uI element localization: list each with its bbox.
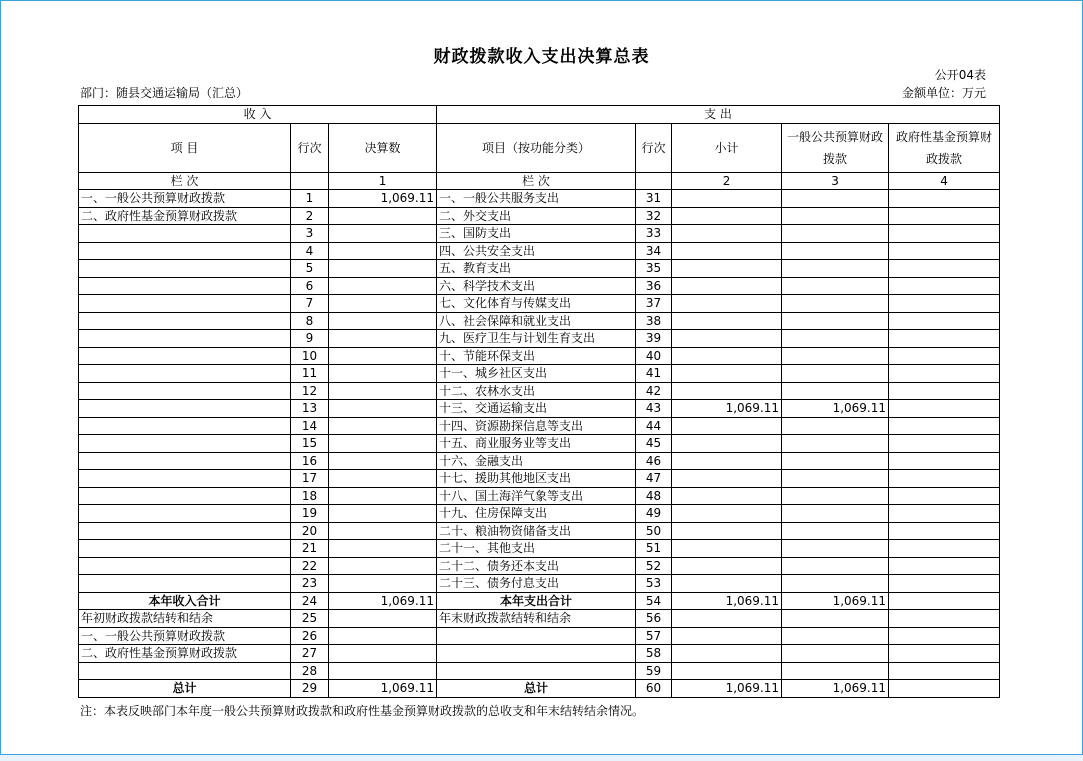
income-line-cell: 22 xyxy=(291,557,329,575)
expense-line-cell: 43 xyxy=(636,400,672,418)
income-line-cell: 18 xyxy=(291,487,329,505)
subtotal-cell xyxy=(672,487,782,505)
subtotal-cell xyxy=(672,645,782,663)
income-line-cell: 9 xyxy=(291,330,329,348)
expense-line-no-header: 行次 xyxy=(636,123,672,172)
income-line-cell: 23 xyxy=(291,575,329,593)
col-index-4: 4 xyxy=(889,172,1000,190)
general-budget-cell xyxy=(782,662,889,680)
column-index-row xyxy=(79,172,1000,190)
expense-line-cell: 56 xyxy=(636,610,672,628)
general-budget-cell xyxy=(782,277,889,295)
income-item-cell: 二、政府性基金预算财政拨款 xyxy=(79,207,291,225)
gov-fund-cell xyxy=(889,260,1000,278)
income-item-cell xyxy=(79,277,291,295)
subtotal-cell xyxy=(672,627,782,645)
table-row xyxy=(79,330,1000,348)
table-row xyxy=(79,435,1000,453)
expense-line-cell: 53 xyxy=(636,575,672,593)
income-amount-cell xyxy=(329,487,437,505)
expense-item-cell: 十、节能环保支出 xyxy=(437,347,636,365)
income-line-cell: 14 xyxy=(291,417,329,435)
income-item-cell xyxy=(79,260,291,278)
income-amount-cell: 1,069.11 xyxy=(329,592,437,610)
income-line-cell: 17 xyxy=(291,470,329,488)
income-item-cell xyxy=(79,452,291,470)
expense-item-cell: 十四、资源勘探信息等支出 xyxy=(437,417,636,435)
income-line-cell: 10 xyxy=(291,347,329,365)
col-index-3: 3 xyxy=(782,172,889,190)
table-row xyxy=(79,190,1000,208)
gov-fund-cell xyxy=(889,435,1000,453)
subtotal-cell xyxy=(672,522,782,540)
subtotal-cell: 1,069.11 xyxy=(672,592,782,610)
expense-item-cell: 十一、城乡社区支出 xyxy=(437,365,636,383)
gov-fund-cell xyxy=(889,277,1000,295)
subtotal-cell xyxy=(672,417,782,435)
gov-fund-cell xyxy=(889,417,1000,435)
income-item-cell xyxy=(79,557,291,575)
subtotal-cell xyxy=(672,610,782,628)
income-amount-cell xyxy=(329,277,437,295)
income-item-cell xyxy=(79,225,291,243)
subtotal-cell xyxy=(672,225,782,243)
income-item-cell xyxy=(79,400,291,418)
expense-line-cell: 39 xyxy=(636,330,672,348)
income-line-cell: 16 xyxy=(291,452,329,470)
gov-fund-cell xyxy=(889,312,1000,330)
income-line-cell: 8 xyxy=(291,312,329,330)
col-index-2: 2 xyxy=(672,172,782,190)
general-budget-cell xyxy=(782,260,889,278)
income-amount-cell xyxy=(329,627,437,645)
general-budget-cell xyxy=(782,627,889,645)
table-row xyxy=(79,312,1000,330)
table-row xyxy=(79,487,1000,505)
income-amount-cell xyxy=(329,242,437,260)
expense-item-cell: 二十三、债务付息支出 xyxy=(437,575,636,593)
income-amount-cell xyxy=(329,365,437,383)
income-item-cell: 年初财政拨款结转和结余 xyxy=(79,610,291,628)
general-budget-cell xyxy=(782,417,889,435)
general-budget-cell xyxy=(782,575,889,593)
gov-fund-cell xyxy=(889,330,1000,348)
expense-line-cell: 46 xyxy=(636,452,672,470)
expense-line-cell: 51 xyxy=(636,540,672,558)
subtotal-cell: 1,069.11 xyxy=(672,680,782,698)
expense-line-cell: 38 xyxy=(636,312,672,330)
income-amount-cell xyxy=(329,330,437,348)
general-budget-cell xyxy=(782,470,889,488)
subtotal-cell xyxy=(672,330,782,348)
gov-fund-cell xyxy=(889,610,1000,628)
income-item-cell: 二、政府性基金预算财政拨款 xyxy=(79,645,291,663)
expense-line-cell: 36 xyxy=(636,277,672,295)
income-line-cell: 6 xyxy=(291,277,329,295)
table-row xyxy=(79,452,1000,470)
income-line-cell: 5 xyxy=(291,260,329,278)
general-budget-cell xyxy=(782,207,889,225)
general-budget-cell xyxy=(782,610,889,628)
income-item-cell xyxy=(79,382,291,400)
gov-fund-cell xyxy=(889,557,1000,575)
table-row xyxy=(79,417,1000,435)
income-line-cell: 20 xyxy=(291,522,329,540)
subtotal-cell xyxy=(672,365,782,383)
subtotal-cell xyxy=(672,312,782,330)
expense-line-cell: 34 xyxy=(636,242,672,260)
col-index-empty xyxy=(636,172,672,190)
income-item-cell xyxy=(79,470,291,488)
expense-line-cell: 33 xyxy=(636,225,672,243)
expense-item-cell: 十六、金融支出 xyxy=(437,452,636,470)
general-budget-cell xyxy=(782,365,889,383)
general-budget-cell xyxy=(782,487,889,505)
table-row xyxy=(79,680,1000,698)
expense-item-cell: 十八、国土海洋气象等支出 xyxy=(437,487,636,505)
income-line-cell: 7 xyxy=(291,295,329,313)
income-amount-cell xyxy=(329,645,437,663)
income-item-cell: 一、一般公共预算财政拨款 xyxy=(79,627,291,645)
expense-item-cell: 三、国防支出 xyxy=(437,225,636,243)
income-line-cell: 15 xyxy=(291,435,329,453)
table-row xyxy=(79,242,1000,260)
table-row xyxy=(79,592,1000,610)
subtotal-cell xyxy=(672,662,782,680)
income-line-cell: 19 xyxy=(291,505,329,523)
final-amount-header: 决算数 xyxy=(329,123,437,172)
table-row xyxy=(79,610,1000,628)
gov-fund-cell xyxy=(889,225,1000,243)
subtotal-cell xyxy=(672,575,782,593)
income-amount-cell xyxy=(329,470,437,488)
subtotal-cell xyxy=(672,260,782,278)
income-amount-cell xyxy=(329,382,437,400)
expense-line-cell: 40 xyxy=(636,347,672,365)
general-budget-cell xyxy=(782,225,889,243)
footnote: 注：本表反映部门本年度一般公共预算财政拨款和政府性基金预算财政拨款的总收支和年末结转结余情况。 xyxy=(80,704,645,718)
table-row xyxy=(79,277,1000,295)
expense-line-cell: 48 xyxy=(636,487,672,505)
expense-item-cell: 本年支出合计 xyxy=(437,592,636,610)
income-item-cell xyxy=(79,435,291,453)
table-row xyxy=(79,365,1000,383)
income-line-cell: 29 xyxy=(291,680,329,698)
gov-fund-cell xyxy=(889,295,1000,313)
subtotal-cell xyxy=(672,242,782,260)
gov-fund-cell xyxy=(889,627,1000,645)
page-title: 财政拨款收入支出决算总表 xyxy=(433,47,650,67)
income-item-cell xyxy=(79,242,291,260)
income-amount-cell xyxy=(329,452,437,470)
income-item-cell: 总计 xyxy=(79,680,291,698)
table-row xyxy=(79,470,1000,488)
item-header: 项 目 xyxy=(79,123,291,172)
income-amount-cell xyxy=(329,417,437,435)
income-item-cell xyxy=(79,417,291,435)
table-row xyxy=(79,382,1000,400)
income-line-cell: 25 xyxy=(291,610,329,628)
table-row xyxy=(79,400,1000,418)
expense-line-cell: 42 xyxy=(636,382,672,400)
expense-line-cell: 50 xyxy=(636,522,672,540)
income-amount-cell xyxy=(329,295,437,313)
general-budget-cell: 1,069.11 xyxy=(782,592,889,610)
income-line-cell: 4 xyxy=(291,242,329,260)
general-budget-cell xyxy=(782,312,889,330)
table-row xyxy=(79,347,1000,365)
gov-fund-cell xyxy=(889,242,1000,260)
expense-item-cell: 二十二、债务还本支出 xyxy=(437,557,636,575)
expense-line-cell: 47 xyxy=(636,470,672,488)
income-line-cell: 1 xyxy=(291,190,329,208)
form-code: 公开04表 xyxy=(934,68,986,82)
header-row-2 xyxy=(79,123,1000,172)
expense-item-cell: 二十一、其他支出 xyxy=(437,540,636,558)
income-amount-cell xyxy=(329,260,437,278)
gov-fund-cell xyxy=(889,522,1000,540)
gov-fund-cell xyxy=(889,662,1000,680)
income-amount-cell xyxy=(329,522,437,540)
table-row xyxy=(79,295,1000,313)
subtotal-cell xyxy=(672,557,782,575)
general-budget-cell xyxy=(782,242,889,260)
subtotal-cell xyxy=(672,295,782,313)
gov-fund-cell xyxy=(889,400,1000,418)
gov-fund-cell xyxy=(889,487,1000,505)
general-budget-cell xyxy=(782,295,889,313)
income-item-cell xyxy=(79,365,291,383)
expense-item-cell: 十七、援助其他地区支出 xyxy=(437,470,636,488)
table-row xyxy=(79,645,1000,663)
general-budget-cell xyxy=(782,505,889,523)
income-amount-cell xyxy=(329,575,437,593)
income-line-cell: 21 xyxy=(291,540,329,558)
general-budget-cell xyxy=(782,347,889,365)
income-line-cell: 12 xyxy=(291,382,329,400)
expense-item-cell: 五、教育支出 xyxy=(437,260,636,278)
col-index-empty xyxy=(291,172,329,190)
income-amount-cell: 1,069.11 xyxy=(329,190,437,208)
line-no-header: 行次 xyxy=(291,123,329,172)
expense-item-cell: 年末财政拨款结转和结余 xyxy=(437,610,636,628)
income-amount-cell xyxy=(329,312,437,330)
subtotal-cell xyxy=(672,540,782,558)
subtotal-cell xyxy=(672,505,782,523)
expense-line-cell: 59 xyxy=(636,662,672,680)
expense-item-cell: 八、社会保障和就业支出 xyxy=(437,312,636,330)
income-item-cell xyxy=(79,662,291,680)
income-item-cell xyxy=(79,330,291,348)
income-item-cell xyxy=(79,540,291,558)
gov-fund-cell xyxy=(889,645,1000,663)
income-amount-cell xyxy=(329,225,437,243)
expense-header: 支 出 xyxy=(437,106,1000,124)
income-amount-cell xyxy=(329,557,437,575)
general-budget-cell xyxy=(782,540,889,558)
income-amount-cell xyxy=(329,207,437,225)
income-line-cell: 27 xyxy=(291,645,329,663)
expense-line-cell: 41 xyxy=(636,365,672,383)
gov-fund-cell xyxy=(889,505,1000,523)
expense-item-cell: 四、公共安全支出 xyxy=(437,242,636,260)
unit-label: 金额单位：万元 xyxy=(901,86,986,100)
income-item-cell xyxy=(79,522,291,540)
subtotal-cell: 1,069.11 xyxy=(672,400,782,418)
expense-item-cell: 七、文化体育与传媒支出 xyxy=(437,295,636,313)
expense-line-cell: 52 xyxy=(636,557,672,575)
subtotal-cell xyxy=(672,452,782,470)
income-item-cell: 本年收入合计 xyxy=(79,592,291,610)
income-amount-cell xyxy=(329,400,437,418)
income-line-cell: 2 xyxy=(291,207,329,225)
expense-line-cell: 37 xyxy=(636,295,672,313)
expense-line-cell: 31 xyxy=(636,190,672,208)
general-budget-cell: 1,069.11 xyxy=(782,400,889,418)
gov-fund-cell xyxy=(889,347,1000,365)
expense-item-cell: 十二、农林水支出 xyxy=(437,382,636,400)
income-item-cell xyxy=(79,347,291,365)
gov-fund-cell xyxy=(889,207,1000,225)
income-item-cell: 一、一般公共预算财政拨款 xyxy=(79,190,291,208)
table-row xyxy=(79,207,1000,225)
header-row-1 xyxy=(79,106,1000,124)
expense-item-cell: 九、医疗卫生与计划生育支出 xyxy=(437,330,636,348)
table-body xyxy=(79,106,1000,698)
expense-item-cell xyxy=(437,662,636,680)
table-row xyxy=(79,662,1000,680)
income-item-cell xyxy=(79,575,291,593)
income-amount-cell xyxy=(329,505,437,523)
expense-line-cell: 32 xyxy=(636,207,672,225)
department-label: 部门：随县交通运输局（汇总） xyxy=(80,86,249,100)
gov-fund-header: 政府性基金预算财政拨款 xyxy=(889,123,1000,172)
income-line-cell: 28 xyxy=(291,662,329,680)
subtotal-cell xyxy=(672,207,782,225)
table-row xyxy=(79,260,1000,278)
general-budget-cell: 1,069.11 xyxy=(782,680,889,698)
expense-line-cell: 54 xyxy=(636,592,672,610)
item-by-function-header: 项目（按功能分类） xyxy=(437,123,636,172)
expense-line-cell: 35 xyxy=(636,260,672,278)
income-line-cell: 24 xyxy=(291,592,329,610)
income-item-cell xyxy=(79,505,291,523)
income-line-cell: 11 xyxy=(291,365,329,383)
expense-line-cell: 60 xyxy=(636,680,672,698)
expense-line-cell: 45 xyxy=(636,435,672,453)
subtotal-cell xyxy=(672,190,782,208)
expense-line-cell: 57 xyxy=(636,627,672,645)
income-amount-cell xyxy=(329,435,437,453)
income-header: 收 入 xyxy=(79,106,437,124)
gov-fund-cell xyxy=(889,592,1000,610)
col-row-label-expense: 栏 次 xyxy=(437,172,636,190)
general-budget-cell xyxy=(782,382,889,400)
expense-line-cell: 58 xyxy=(636,645,672,663)
table-row xyxy=(79,627,1000,645)
gov-fund-cell xyxy=(889,365,1000,383)
col-index-1: 1 xyxy=(329,172,437,190)
income-amount-cell xyxy=(329,347,437,365)
subtotal-cell xyxy=(672,470,782,488)
income-amount-cell xyxy=(329,610,437,628)
gov-fund-cell xyxy=(889,190,1000,208)
general-budget-header: 一般公共预算财政拨款 xyxy=(782,123,889,172)
expense-item-cell: 十五、商业服务业等支出 xyxy=(437,435,636,453)
subtotal-cell xyxy=(672,277,782,295)
table-row xyxy=(79,540,1000,558)
gov-fund-cell xyxy=(889,680,1000,698)
general-budget-cell xyxy=(782,435,889,453)
gov-fund-cell xyxy=(889,540,1000,558)
income-item-cell xyxy=(79,312,291,330)
gov-fund-cell xyxy=(889,452,1000,470)
col-row-label: 栏 次 xyxy=(79,172,291,190)
subtotal-cell xyxy=(672,435,782,453)
expense-item-cell: 一、一般公共服务支出 xyxy=(437,190,636,208)
income-amount-cell xyxy=(329,540,437,558)
income-line-cell: 3 xyxy=(291,225,329,243)
general-budget-cell xyxy=(782,645,889,663)
expense-line-cell: 44 xyxy=(636,417,672,435)
general-budget-cell xyxy=(782,190,889,208)
table-row xyxy=(79,557,1000,575)
income-item-cell xyxy=(79,295,291,313)
subtotal-header: 小计 xyxy=(672,123,782,172)
general-budget-cell xyxy=(782,330,889,348)
gov-fund-cell xyxy=(889,382,1000,400)
income-amount-cell xyxy=(329,662,437,680)
subtotal-cell xyxy=(672,382,782,400)
expense-line-cell: 49 xyxy=(636,505,672,523)
budget-table xyxy=(78,105,1000,698)
table-row xyxy=(79,225,1000,243)
expense-item-cell xyxy=(437,645,636,663)
gov-fund-cell xyxy=(889,575,1000,593)
expense-item-cell: 总计 xyxy=(437,680,636,698)
table-row xyxy=(79,505,1000,523)
expense-item-cell: 六、科学技术支出 xyxy=(437,277,636,295)
table-row xyxy=(79,575,1000,593)
table-row xyxy=(79,522,1000,540)
general-budget-cell xyxy=(782,557,889,575)
expense-item-cell: 二十、粮油物资储备支出 xyxy=(437,522,636,540)
income-item-cell xyxy=(79,487,291,505)
expense-item-cell: 十九、住房保障支出 xyxy=(437,505,636,523)
general-budget-cell xyxy=(782,522,889,540)
expense-item-cell: 二、外交支出 xyxy=(437,207,636,225)
income-line-cell: 26 xyxy=(291,627,329,645)
subtotal-cell xyxy=(672,347,782,365)
expense-item-cell: 十三、交通运输支出 xyxy=(437,400,636,418)
expense-item-cell xyxy=(437,627,636,645)
general-budget-cell xyxy=(782,452,889,470)
income-amount-cell: 1,069.11 xyxy=(329,680,437,698)
gov-fund-cell xyxy=(889,470,1000,488)
income-line-cell: 13 xyxy=(291,400,329,418)
